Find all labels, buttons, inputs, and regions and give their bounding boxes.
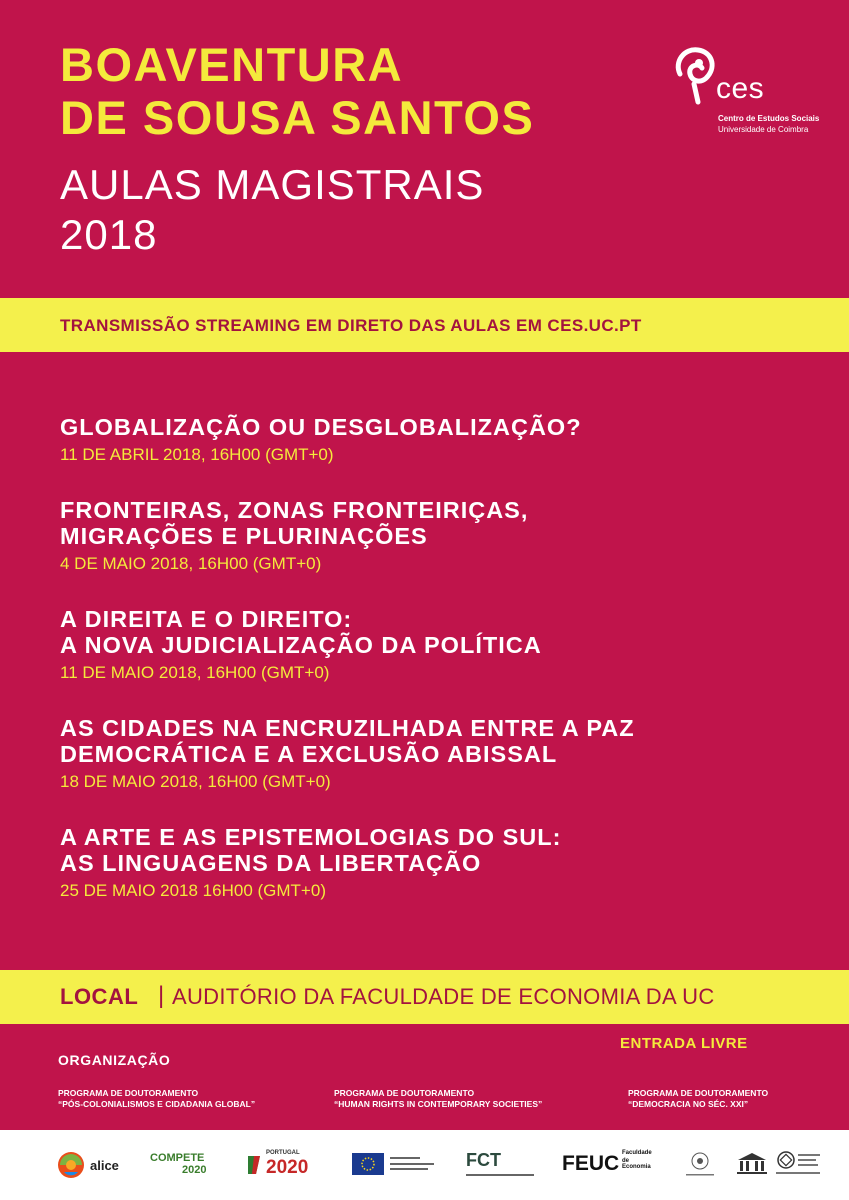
compete-year: 2020 xyxy=(182,1164,207,1176)
speaker-name xyxy=(60,38,534,144)
venue-banner xyxy=(0,970,849,1024)
alice-mark-icon xyxy=(56,1150,86,1180)
program-type: PROGRAMA DE DOUTORAMENTO xyxy=(334,1088,475,1098)
ces-mark-icon xyxy=(672,44,720,108)
lecture-title-line-1: A ARTE E AS EPISTEMOLOGIAS DO SUL: xyxy=(60,824,562,850)
portugal-wordmark: PORTUGAL xyxy=(266,1150,300,1156)
program-type: PROGRAMA DE DOUTORAMENTO xyxy=(628,1088,769,1098)
venue-label: LOCAL xyxy=(60,984,139,1009)
speaker-name-line-2: DE SOUSA SANTOS xyxy=(60,91,535,144)
program-name: “DEMOCRACIA NO SÉC. XXI” xyxy=(628,1099,749,1109)
lecture-item xyxy=(60,414,800,465)
series-title-line-1: AULAS MAGISTRAIS xyxy=(60,161,485,208)
lecture-title-line-2: MIGRAÇÕES E PLURINAÇÕES xyxy=(60,523,428,549)
streaming-banner xyxy=(0,298,849,352)
fct-subtitle-icon xyxy=(466,1172,536,1178)
alice-wordmark: alice xyxy=(90,1158,119,1173)
lecture-date: 25 DE MAIO 2018 16H00 (GMT+0) xyxy=(60,881,326,900)
venue-value: AUDITÓRIO DA FACULDADE DE ECONOMIA DA UC xyxy=(172,984,715,1009)
portugal-year: 2020 xyxy=(266,1157,309,1178)
feuc-subtitle-1: Faculdade xyxy=(622,1150,652,1156)
university-seal-icon xyxy=(684,1150,716,1180)
world-heritage-icon xyxy=(776,1150,824,1180)
unesco-temple-icon xyxy=(734,1150,770,1180)
unesco-logo xyxy=(734,1150,774,1182)
ces-subtitle-2: Universidade de Coimbra xyxy=(718,125,809,134)
uc-seal-logo xyxy=(676,1150,728,1182)
program-name: “HUMAN RIGHTS IN CONTEMPORARY SOCIETIES” xyxy=(334,1099,543,1109)
lecture-title: GLOBALIZAÇÃO OU DESGLOBALIZAÇÃO? xyxy=(60,414,582,440)
lecture-date: 4 DE MAIO 2018, 16H00 (GMT+0) xyxy=(60,554,322,573)
program-type: PROGRAMA DE DOUTORAMENTO xyxy=(58,1088,199,1098)
lecture-title-line-1: FRONTEIRAS, ZONAS FRONTEIRIÇAS, xyxy=(60,497,529,523)
lecture-item xyxy=(60,497,800,574)
program-name: “PÓS-COLONIALISMOS E CIDADANIA GLOBAL” xyxy=(58,1099,256,1109)
ces-wordmark: ces xyxy=(716,72,765,105)
eu-logo xyxy=(352,1150,438,1182)
series-title xyxy=(60,160,484,260)
world-heritage-logo xyxy=(776,1150,826,1182)
compete-logo xyxy=(150,1150,215,1182)
organization-label: ORGANIZAÇÃO xyxy=(58,1052,171,1068)
feuc-wordmark: FEUC xyxy=(562,1152,620,1175)
lecture-date: 11 DE MAIO 2018, 16H00 (GMT+0) xyxy=(60,663,330,682)
eu-text-icon xyxy=(390,1156,436,1172)
alice-logo xyxy=(56,1150,126,1182)
eu-flag-icon xyxy=(352,1153,384,1175)
lecture-item xyxy=(60,715,800,792)
sponsor-footer xyxy=(0,1130,849,1200)
compete-wordmark: COMPETE xyxy=(150,1152,205,1164)
portugal-2020-logo xyxy=(246,1150,326,1182)
portugal-flag-icon xyxy=(246,1154,262,1176)
streaming-banner-text: TRANSMISSÃO STREAMING EM DIRETO DAS AULAS EM CES.UC.PT xyxy=(60,316,642,335)
fct-logo xyxy=(466,1150,540,1182)
lecture-title-line-2: DEMOCRÁTICA E A EXCLUSÃO ABISSAL xyxy=(60,741,558,767)
program-item xyxy=(334,1088,542,1110)
fct-wordmark: FCT xyxy=(466,1150,501,1170)
speaker-name-line-1: BOAVENTURA xyxy=(60,38,404,91)
free-entry-label: ENTRADA LIVRE xyxy=(620,1035,748,1052)
lecture-title-line-2: A NOVA JUDICIALIZAÇÃO DA POLÍTICA xyxy=(60,632,542,658)
lecture-date: 18 DE MAIO 2018, 16H00 (GMT+0) xyxy=(60,772,331,791)
lecture-date: 11 DE ABRIL 2018, 16H00 (GMT+0) xyxy=(60,445,334,464)
feuc-subtitle-2: de Economia xyxy=(622,1158,651,1170)
series-year: 2018 xyxy=(60,211,158,258)
ces-logo xyxy=(672,44,822,144)
lecture-item xyxy=(60,606,800,683)
program-item xyxy=(628,1088,768,1110)
lecture-title-line-2: AS LINGUAGENS DA LIBERTAÇÃO xyxy=(60,850,482,876)
program-item xyxy=(58,1088,255,1110)
ces-subtitle-1: Centro de Estudos Sociais xyxy=(718,114,820,123)
venue-separator: | xyxy=(158,982,165,1009)
lecture-title-line-1: A DIREITA E O DIREITO: xyxy=(60,606,353,632)
lecture-item xyxy=(60,824,800,901)
lecture-title-line-1: AS CIDADES NA ENCRUZILHADA ENTRE A PAZ xyxy=(60,715,635,741)
feuc-logo xyxy=(562,1150,652,1182)
